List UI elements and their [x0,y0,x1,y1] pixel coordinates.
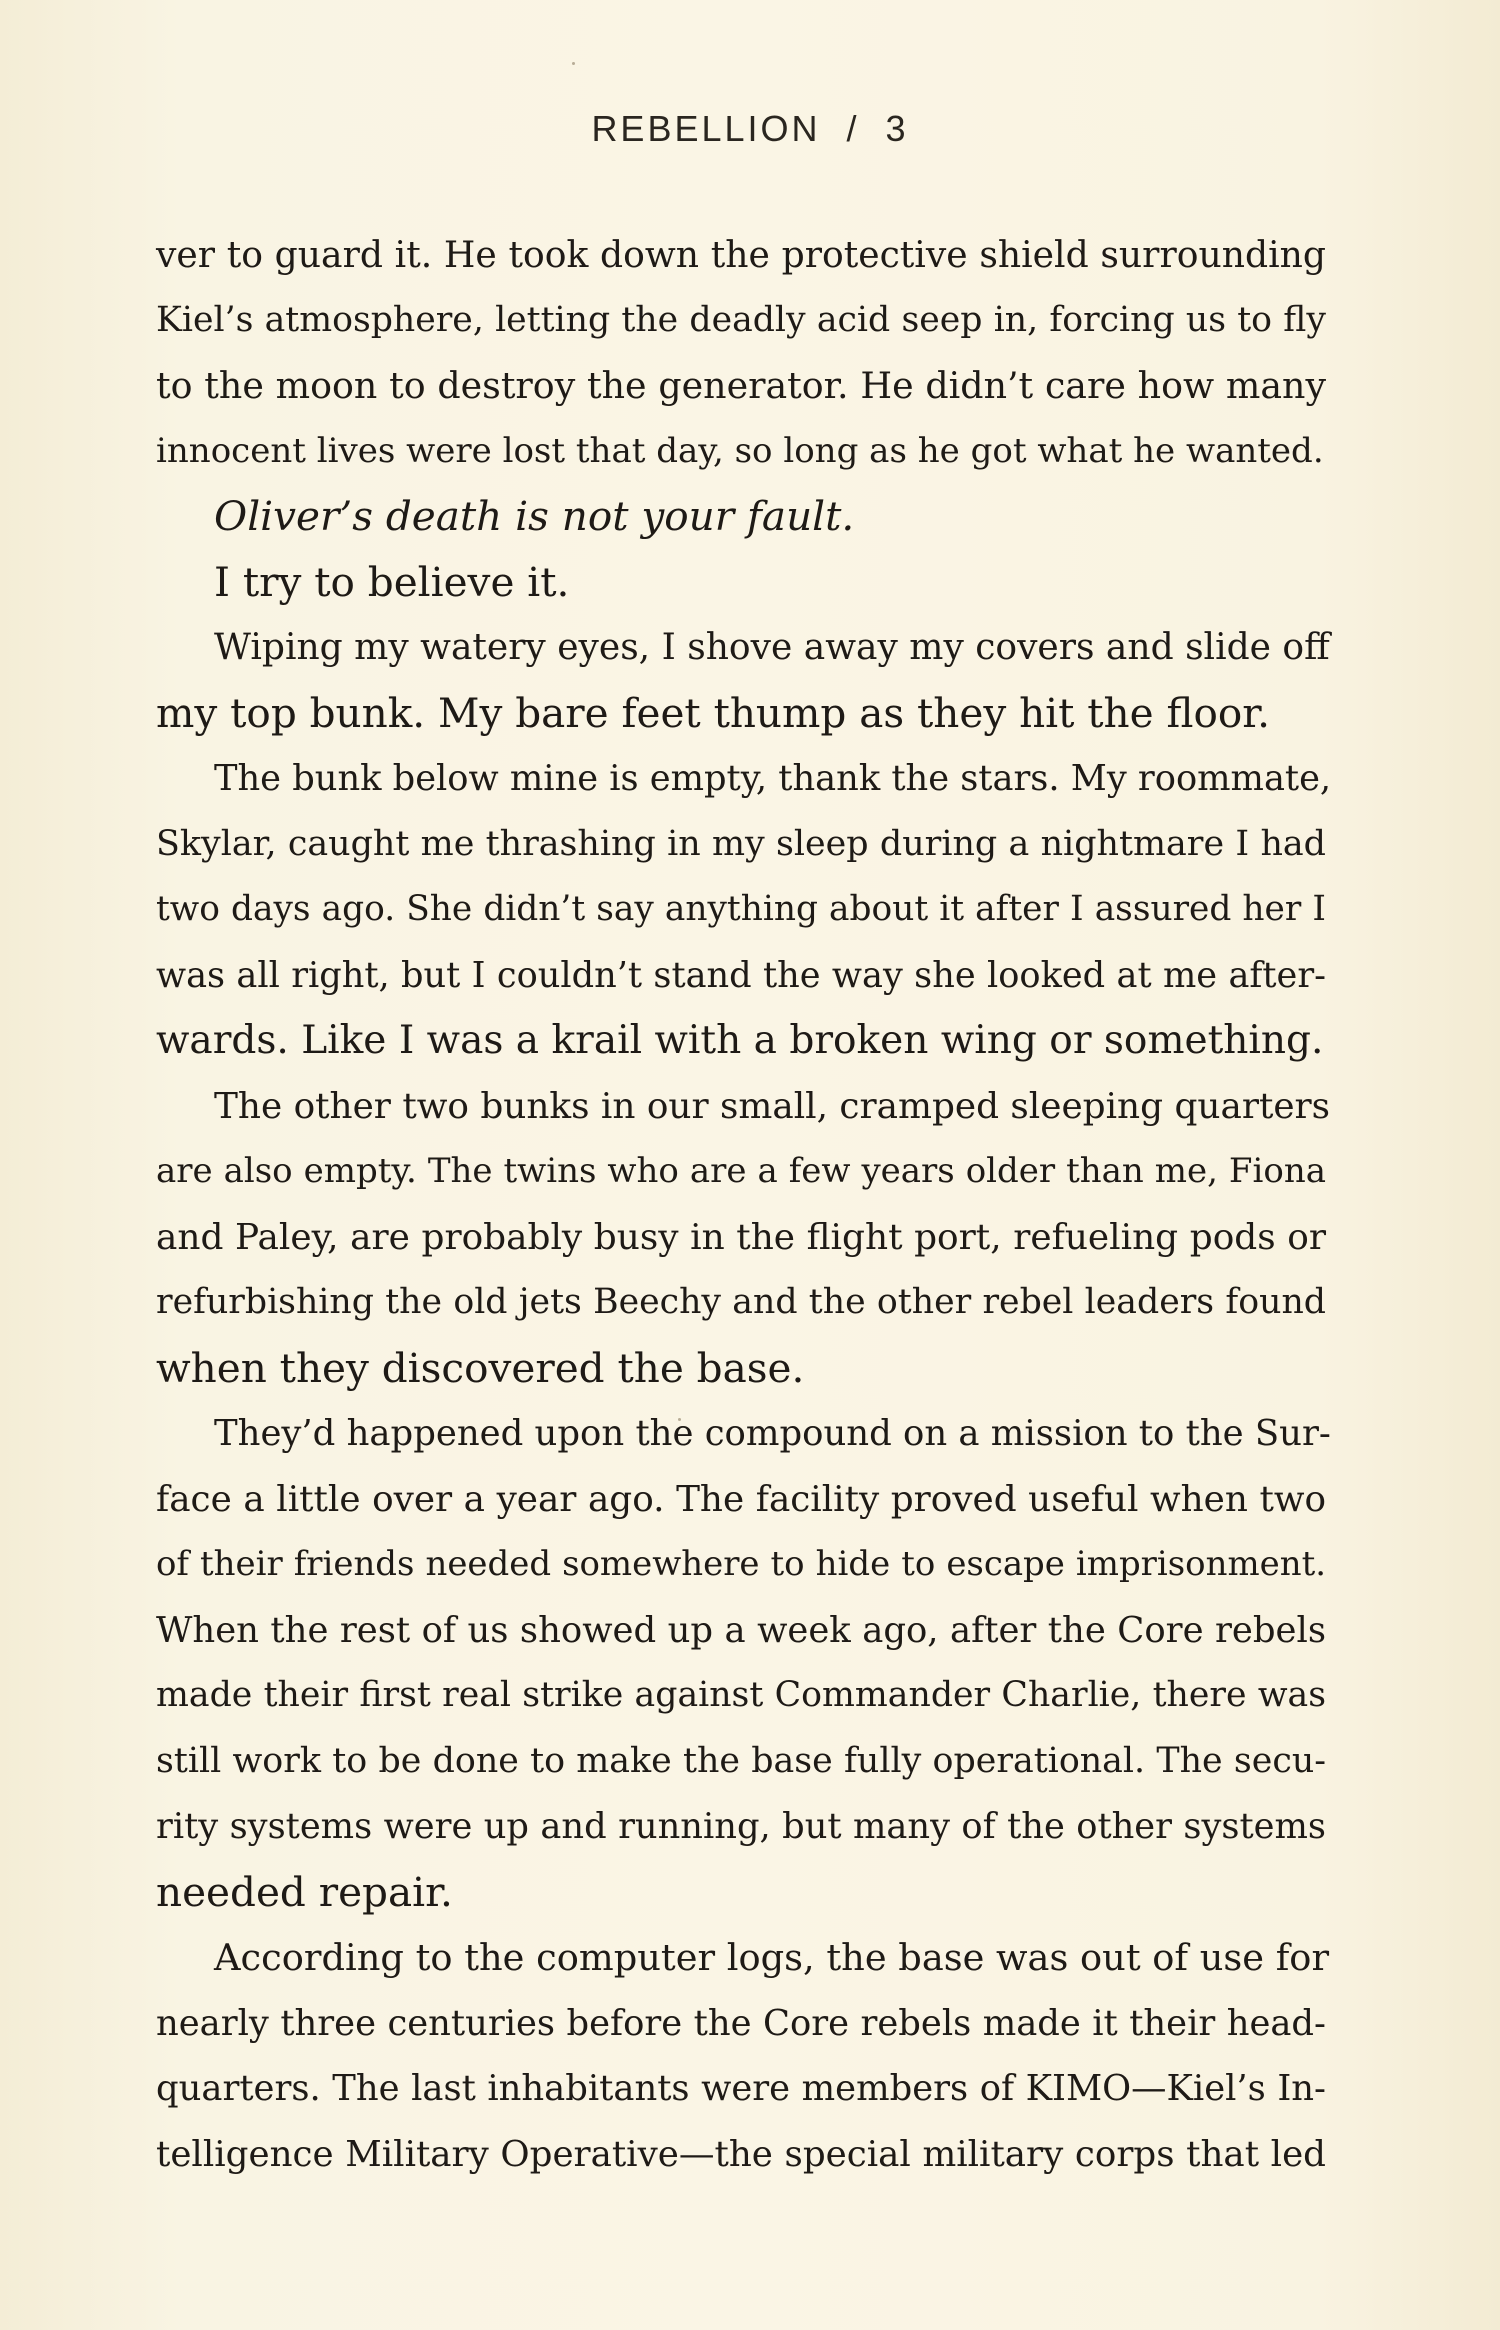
text-line: nearly three centuries before the Core rebels made it their head- [156,2002,1326,2044]
page-number: 3 [885,108,909,149]
text-line: and Paley, are probably busy in the flight port, refueling pods or [156,1216,1326,1258]
text-line: was all right, but I couldn’t stand the way she looked at me after- [156,954,1326,996]
running-header-title: REBELLION [591,108,821,149]
text-line: When the rest of us showed up a week ago, after the Core rebels [156,1609,1326,1651]
text-line: still work to be done to make the base fully operational. The secu- [156,1740,1326,1781]
text-line: are also empty. The twins who are a few years older than me, Fiona [156,1151,1326,1191]
text-line: when they discovered the base. [156,1343,805,1392]
text-line: refurbishing the old jets Beechy and the other rebel leaders found [156,1282,1326,1322]
text-line: According to the computer logs, the base was out of use for [214,1936,1330,1979]
text-line: needed repair. [156,1867,453,1916]
text-line: I try to believe it. [214,557,570,606]
text-line: quarters. The last inhabitants were members of KIMO—Kiel’s In- [156,2068,1326,2109]
text-line: to the moon to destroy the generator. He didn’t care how many [156,364,1326,407]
text-line: Wiping my watery eyes, I shove away my covers and slide off [214,627,1330,668]
text-line: The other two bunks in our small, cramped sleeping quarters [214,1085,1331,1127]
text-line: innocent lives were lost that day, so long as he got what he wanted. [156,430,1324,471]
text-line: rity systems were up and running, but many of the other systems [156,1806,1326,1847]
text-line: wards. Like I was a krail with a broken wing or something. [156,1018,1324,1063]
body-text [156,222,1332,2187]
text-line: They’d happened upon the compound on a mission to the Sur- [214,1413,1331,1454]
text-line: Kiel’s atmosphere, letting the deadly acid seep in, forcing us to fly [156,299,1326,340]
running-header [0,108,1500,150]
text-line: The bunk below mine is empty, thank the stars. My roommate, [214,758,1332,799]
text-line: two days ago. She didn’t say anything about it after I assured her I [156,889,1326,929]
text-line: telligence Military Operative—the special military corps that led [156,2133,1326,2175]
text-line: of their friends needed somewhere to hide to escape imprisonment. [156,1544,1326,1584]
text-line: Oliver’s death is not your fault. [214,492,855,540]
text-line: my top bunk. My bare feet thump as they hit the floor. [156,688,1271,737]
paper-speck [572,62,575,65]
running-header-separator: / [846,108,860,149]
text-line: made their first real strike against Commander Charlie, there was [156,1675,1326,1715]
text-line: ver to guard it. He took down the protective shield surrounding [156,233,1326,276]
text-line: face a little over a year ago. The facility proved useful when two [156,1478,1326,1520]
text-line: Skylar, caught me thrashing in my sleep during a nightmare I had [156,823,1326,864]
